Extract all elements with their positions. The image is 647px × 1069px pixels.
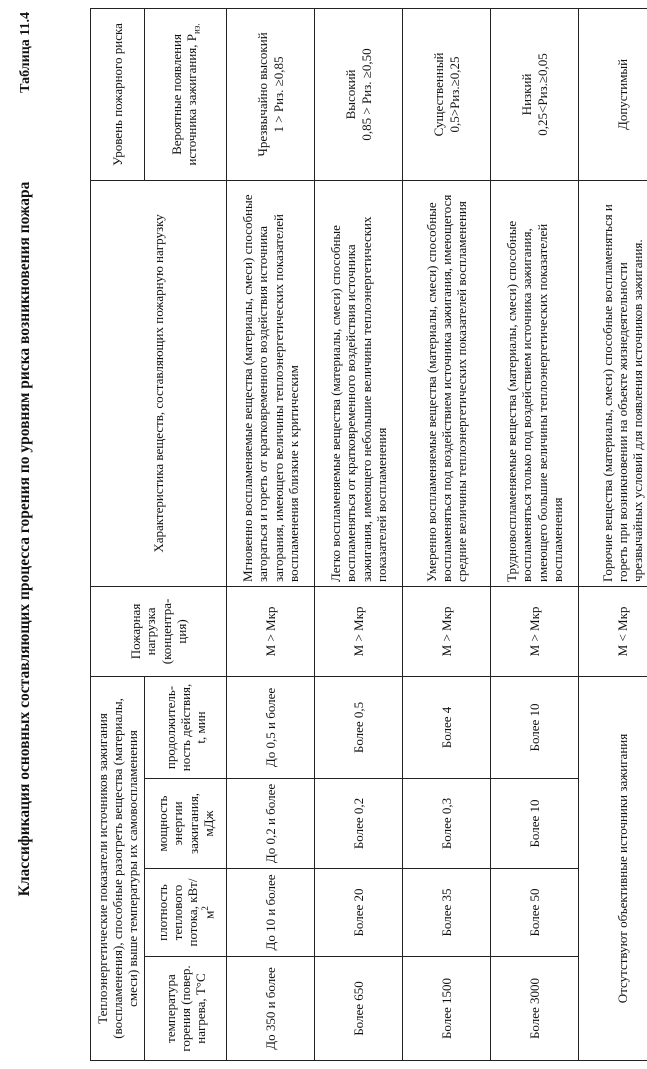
subscript-iz: из. bbox=[191, 23, 202, 34]
cell-flux: Более 35 bbox=[403, 869, 491, 957]
table-row bbox=[403, 8, 491, 1060]
cell-no-sources: Отсутствуют объективные источники зажигания bbox=[579, 676, 647, 1060]
table-row bbox=[227, 8, 315, 1060]
document-title: Классификация основных составляющих процесса горения по уровням риска возникновения пожара bbox=[16, 181, 33, 897]
header-heat-flux bbox=[145, 869, 227, 957]
header-temperature: температура горения (повер. нагрева, T°C bbox=[145, 957, 227, 1061]
risk-probability-text: 0,85 > Pиз. ≥0,50 bbox=[358, 48, 374, 141]
cell-temperature: До 350 и более bbox=[227, 957, 315, 1061]
risk-probability-text: 0,5>Pиз.≥0,25 bbox=[446, 56, 462, 133]
cell-flux: До 10 и более bbox=[227, 869, 315, 957]
risk-level-text: Существенный bbox=[431, 52, 447, 137]
cell-load: M > Mкр bbox=[227, 586, 315, 676]
header-fire-load: Пожарная нагрузка (концентра-ция) bbox=[91, 586, 227, 676]
header-heat-flux-text: плотность теплового потока, кВт/м bbox=[154, 878, 217, 947]
cell-load: M > Mкр bbox=[315, 586, 403, 676]
cell-temperature: Более 650 bbox=[315, 957, 403, 1061]
header-duration: продолжитель-ность действия, t, мин bbox=[145, 676, 227, 778]
cell-duration: Более 4 bbox=[403, 676, 491, 778]
cell-energy: До 0,2 и более bbox=[227, 779, 315, 869]
cell-duration: До 0,5 и более bbox=[227, 676, 315, 778]
risk-level-text: Низкий bbox=[519, 73, 535, 116]
cell-temperature: Более 1500 bbox=[403, 957, 491, 1061]
cell-energy: Более 0,3 bbox=[403, 779, 491, 869]
cell-risk bbox=[227, 8, 315, 180]
table-number-label: Таблица 11.4 bbox=[18, 12, 33, 93]
table-row-last bbox=[579, 8, 647, 1060]
cell-load: M > Mкр bbox=[403, 586, 491, 676]
cell-characteristics: Горючие вещества (материалы, смеси) способные воспламеняться и гореть при возникновении на объекте жизнедеятельности чрезвычайных условий для появления источников зажигания. bbox=[579, 180, 647, 586]
risk-probability-text: 1 > Pиз. ≥0,85 bbox=[270, 56, 286, 133]
header-probability bbox=[145, 8, 227, 180]
table-row bbox=[491, 8, 579, 1060]
risk-level-text: Высокий bbox=[343, 69, 359, 120]
cell-characteristics: Трудновоспламеняемые вещества (материалы, смеси) способные воспламеняться только под воздействием источника зажигания, имеющего большие величины теплоэнергетических показателей воспламенения bbox=[491, 180, 579, 586]
cell-load: M < Mкр bbox=[579, 586, 647, 676]
cell-risk bbox=[491, 8, 579, 180]
header-characteristics: Характеристика веществ, составляющих пожарную нагрузку bbox=[91, 180, 227, 586]
table-row bbox=[315, 8, 403, 1060]
risk-level-text: Чрезвычайно высокий bbox=[255, 32, 271, 157]
header-probability-text: Вероятные появления источника зажигания, P bbox=[168, 33, 200, 166]
cell-temperature: Более 3000 bbox=[491, 957, 579, 1061]
cell-energy: Более 10 bbox=[491, 779, 579, 869]
cell-duration: Более 10 bbox=[491, 676, 579, 778]
cell-flux: Более 50 bbox=[491, 869, 579, 957]
cell-energy: Более 0,2 bbox=[315, 779, 403, 869]
ignition-sources-group-header: Теплоэнергетические показатели источников зажигания (воспламенения), способные разогреть вещества (материалы, смеси) выше температуры их самовоспламенения bbox=[91, 676, 145, 1060]
cell-risk bbox=[315, 8, 403, 180]
cell-characteristics: Легко воспламеняемые вещества (материалы, смеси) способные воспламеняться от кратковременного воздействия источника зажигания, имеющего небольшие величины теплоэнергетических показателей воспламенения bbox=[315, 180, 403, 586]
cell-characteristics: Мгновенно воспламеняемые вещества (материалы, смеси) способные загораться и гореть от кратковременного воздействия источника загорания, имеющего величины теплоэнергетических показателей воспламенения близкие к критическим bbox=[227, 180, 315, 586]
risk-probability-text: 0,25<Pиз.≥0,05 bbox=[534, 53, 550, 136]
fire-risk-classification-table bbox=[90, 8, 647, 1061]
cell-duration: Более 0,5 bbox=[315, 676, 403, 778]
risk-level-text: Допустимый bbox=[614, 58, 630, 131]
cell-characteristics: Умеренно воспламеняемые вещества (материалы, смеси) способные воспламеняться под воздействием источника зажигания, имеющегося средние величины теплоэнергетических показателей воспламенения bbox=[403, 180, 491, 586]
cell-risk bbox=[579, 8, 647, 180]
header-ignition-energy: мощность энергии зажигания, мДж bbox=[145, 779, 227, 869]
superscript-2: 2 bbox=[199, 906, 210, 911]
header-risk-level: Уровень пожарного риска bbox=[91, 8, 145, 180]
cell-load: M > Mкр bbox=[491, 586, 579, 676]
cell-flux: Более 20 bbox=[315, 869, 403, 957]
cell-risk bbox=[403, 8, 491, 180]
